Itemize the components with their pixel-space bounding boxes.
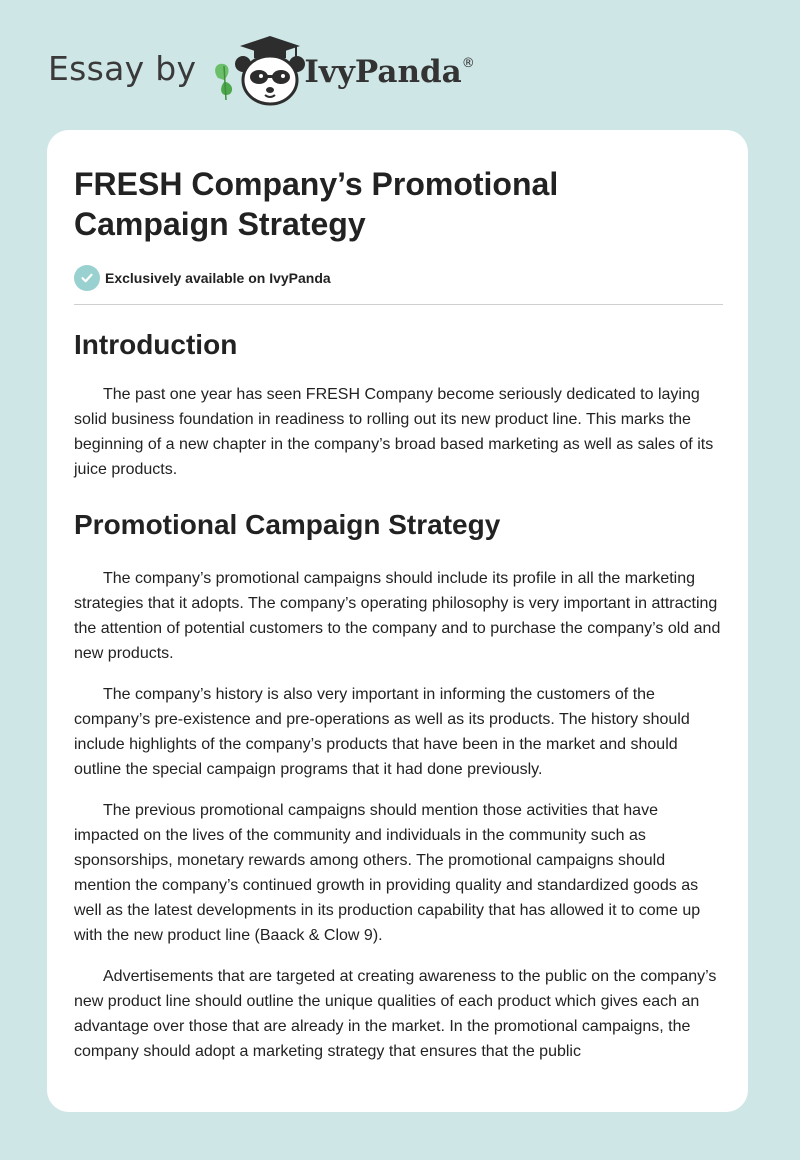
section-heading-introduction: Introduction: [74, 329, 238, 360]
section-heading-promotional-campaign-strategy: Promotional Campaign Strategy: [74, 509, 501, 540]
brand-name[interactable]: IvyPanda®: [304, 54, 475, 90]
ivypanda-logo-icon[interactable]: [210, 30, 310, 110]
essay-card: [47, 130, 748, 1112]
paragraph: Advertisements that are targeted at creating awareness to the public on the company’s new product line should outline the unique qualities of each product which gives each an advantage over those that are already in the market. In the promotional campaigns, the company should adopt a marketing strategy that ensures that the public: [74, 968, 717, 1060]
paragraph: The previous promotional campaigns should mention those activities that have impacted on the lives of the community and individuals in the community such as sponsorships, monetary rewards among others. The promotional campaigns should mention the company’s continued growth in providing quality and standardized goods as well as the latest developments in its production capability that has allowed it to come up with the new product line (Baack & Clow 9).: [74, 802, 701, 944]
paragraph: The past one year has seen FRESH Company become seriously dedicated to laying solid business foundation in readiness to rolling out its new product line. This marks the beginning of a new chapter in the company’s broad based marketing as well as sales of its juice products.: [74, 386, 714, 478]
divider: [74, 304, 723, 305]
paragraph: The company’s history is also very important in informing the customers of the company’s pre-existence and pre-operations as well as its products. The history should include highlights of the company’s products that have been in the market and should outline the special campaign programs that it had done previously.: [74, 686, 690, 778]
exclusive-badge: [74, 265, 722, 291]
exclusive-badge-text: Exclusively available on IvyPanda: [105, 270, 331, 286]
registered-mark: ®: [461, 55, 475, 71]
paragraph: The company’s promotional campaigns should include its profile in all the marketing strategies that it adopts. The company’s operating philosophy is very important in attracting the attention of potential customers to the company and to purchase the company’s old and new products.: [74, 570, 721, 662]
essay-by-label: Essay by: [48, 48, 197, 88]
site-header: [48, 30, 475, 110]
checkmark-icon: [74, 265, 100, 291]
essay-title: FRESH Company’s Promotional Campaign Strategy: [74, 166, 559, 242]
